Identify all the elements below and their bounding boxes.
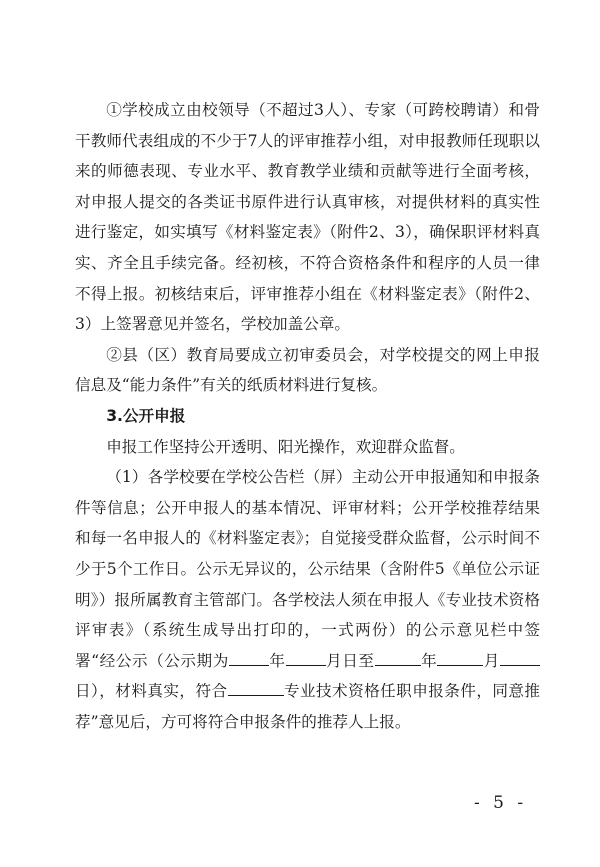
label-month-day-start: 月日至 [325, 651, 375, 670]
disclosure-text-main: （1）各学校要在学校公告栏（屏）主动公开申报通知和申报条件等信息；公开申报人的基本情况、评审材料；公开学校推荐结果和每一名申报人的《材料鉴定表》；自觉接受群众监督，公示时间不少于5个工作日。公示无异议的，公示结果（含附件5《单位公示证明》）报所属教育主管部门。各学校法人须在申报人《专业技术资格评审表》（系统生成导出打印的，一式两份）的公示意见栏中签署“经公示（公示期为 [75, 468, 540, 670]
label-day-end: 日），材料真实，符合 [75, 682, 228, 701]
blank-month-start [286, 648, 326, 665]
label-year-end: 年 [420, 651, 438, 670]
blank-qualification-field [228, 679, 284, 696]
label-month-end: 月 [483, 651, 500, 670]
section-heading-public-application: 3.公开申报 [106, 406, 186, 425]
blank-year-start [229, 648, 269, 665]
paragraph-review-group: ①学校成立由校领导（不超过3人）、专家（可跨校聘请）和骨干教师代表组成的不少于7人的评审推荐小组，对申报教师任现职以来的师德表现、专业水平、教育教学业绩和贡献等进行全面考核，对申报人提交的各类证书原件进行认真审核，对提供材料的真实性进行鉴定，如实填写《材料鉴定表》（附件2、3），确保职评材料真实、齐全且手续完备。经初核，不符合资格条件和程序的人员一律不得上报。初核结束后，评审推荐小组在《材料鉴定表》（附件2、3）上签署意见并签名，学校加盖公章。 [75, 101, 540, 334]
page-number: - 5 - [474, 793, 528, 813]
blank-day-end [500, 648, 540, 665]
blank-month-end [437, 648, 483, 665]
blank-year-end [375, 648, 421, 665]
paragraph-county-review: ②县（区）教育局要成立初审委员会，对学校提交的网上申报信息及“能力条件”有关的纸质材料进行复核。 [75, 345, 540, 395]
document-body [75, 95, 540, 737]
label-year-start: 年 [268, 651, 286, 670]
paragraph-public-disclosure [75, 462, 540, 737]
paragraph-transparency: 申报工作坚持公开透明、阳光操作，欢迎群众监督。 [106, 437, 465, 456]
disclosure-text-end: 专业技术资格任职申报条件，同意推荐”意见后，方可将符合申报条件的推荐人上报。 [75, 682, 540, 731]
